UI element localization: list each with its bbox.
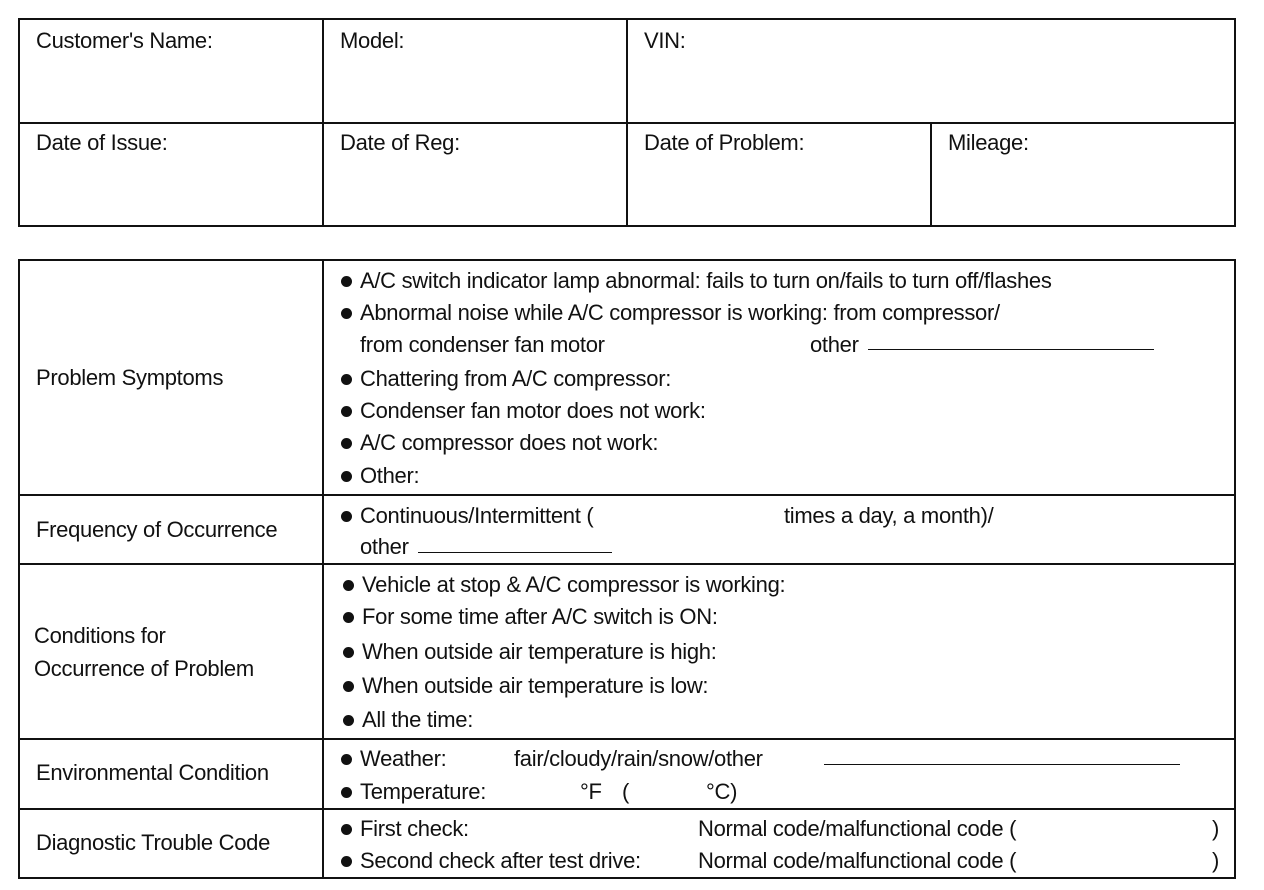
condition-item[interactable]: When outside air temperature is low:	[362, 673, 709, 698]
conditions-label-line1: Conditions for	[34, 623, 166, 648]
temperature-c-unit: °C)	[706, 779, 738, 804]
symptom-item[interactable]: A/C switch indicator lamp abnormal: fails to turn on/fails to turn off/flashes	[360, 268, 1052, 293]
header-col-divider-2	[626, 18, 628, 227]
frequency-times-text: times a day, a month)/	[784, 503, 994, 528]
symptom-item-continuation[interactable]: from condenser fan motor	[360, 332, 605, 357]
mileage-field[interactable]: Mileage:	[948, 130, 1029, 155]
row-divider-1	[18, 494, 1236, 496]
condition-item[interactable]: For some time after A/C switch is ON:	[362, 604, 718, 629]
problem-symptoms-label: Problem Symptoms	[36, 365, 224, 390]
date-of-issue-field[interactable]: Date of Issue:	[36, 130, 168, 155]
dtc-label: Diagnostic Trouble Code	[36, 830, 271, 855]
row-divider-4	[18, 808, 1236, 810]
frequency-other-label: other	[360, 534, 409, 559]
dtc-first-check[interactable]: First check:	[360, 816, 469, 841]
dtc-second-code[interactable]: Normal code/malfunctional code (	[698, 848, 1017, 873]
symptom-item[interactable]: Abnormal noise while A/C compressor is working: from compressor/	[360, 300, 1000, 325]
customer-name-field[interactable]: Customer's Name:	[36, 28, 213, 53]
row-divider-3	[18, 738, 1236, 740]
environment-label: Environmental Condition	[36, 760, 269, 785]
weather-other-blank[interactable]	[824, 764, 1180, 765]
temperature-open-paren: (	[622, 779, 630, 804]
symptom-other-blank[interactable]	[868, 349, 1154, 350]
weather-item[interactable]: Weather:	[360, 746, 447, 771]
symptom-item[interactable]: Other:	[360, 463, 420, 488]
weather-options[interactable]: fair/cloudy/rain/snow/other	[514, 746, 763, 771]
header-col-divider-1	[322, 18, 324, 227]
dtc-second-check[interactable]: Second check after test drive:	[360, 848, 641, 873]
frequency-item[interactable]: Continuous/Intermittent (	[360, 503, 594, 528]
row-divider-2	[18, 563, 1236, 565]
conditions-label-line2: Occurrence of Problem	[34, 656, 254, 681]
symptom-other-label: other	[810, 332, 859, 357]
symptom-item[interactable]: A/C compressor does not work:	[360, 430, 659, 455]
temperature-f-unit: °F	[580, 779, 602, 804]
model-field[interactable]: Model:	[340, 28, 405, 53]
condition-item[interactable]: When outside air temperature is high:	[362, 639, 717, 664]
condition-item[interactable]: Vehicle at stop & A/C compressor is working:	[362, 572, 786, 597]
condition-item[interactable]: All the time:	[362, 707, 474, 732]
symptom-item[interactable]: Chattering from A/C compressor:	[360, 366, 672, 391]
label-column-divider	[322, 259, 324, 879]
vin-field[interactable]: VIN:	[644, 28, 686, 53]
temperature-item[interactable]: Temperature:	[360, 779, 487, 804]
dtc-first-close-paren: )	[1212, 816, 1220, 841]
frequency-label: Frequency of Occurrence	[36, 517, 278, 542]
date-of-problem-field[interactable]: Date of Problem:	[644, 130, 805, 155]
symptom-item[interactable]: Condenser fan motor does not work:	[360, 398, 706, 423]
dtc-second-close-paren: )	[1212, 848, 1220, 873]
header-col-divider-3	[930, 122, 932, 227]
frequency-other-blank[interactable]	[418, 552, 612, 553]
dtc-first-code[interactable]: Normal code/malfunctional code (	[698, 816, 1017, 841]
date-of-reg-field[interactable]: Date of Reg:	[340, 130, 460, 155]
